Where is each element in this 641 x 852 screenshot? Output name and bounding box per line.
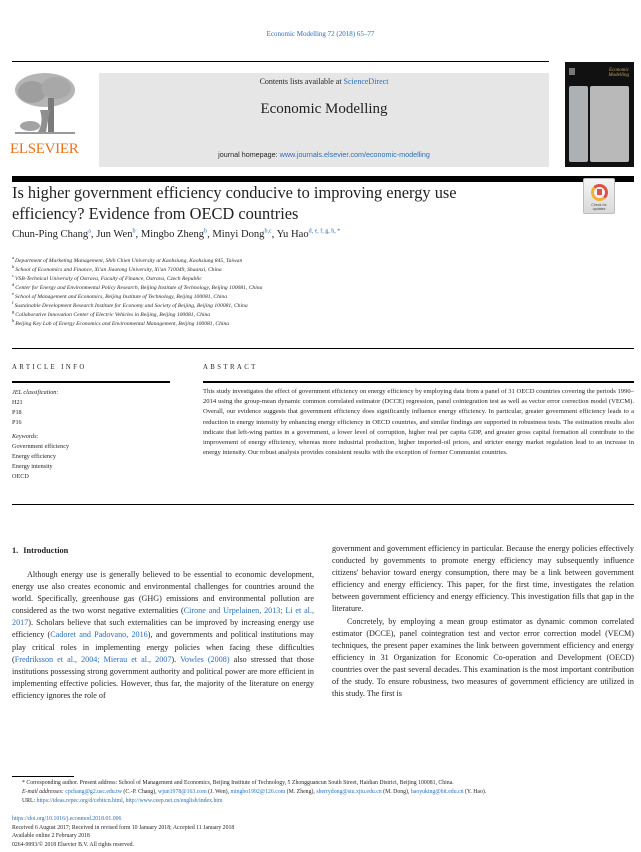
section-title: Introduction xyxy=(23,546,69,555)
affiliation-text: Center for Energy and Environmental Policy Research, Beijing Institute of Technology, Beijing 100081, China xyxy=(15,285,263,291)
author-separator: , xyxy=(271,229,277,240)
author-list xyxy=(12,229,612,240)
email-owner: (J. Wen), xyxy=(206,788,231,795)
cover-title-line1: Economic xyxy=(609,68,629,73)
homepage-link[interactable]: www.journals.elsevier.com/economic-modelling xyxy=(279,150,430,159)
article-info-rule xyxy=(12,381,170,383)
author-separator: , xyxy=(207,229,213,240)
email-owner: (M. Dong), xyxy=(381,788,411,795)
citation-link[interactable]: Vowles (2008) xyxy=(180,654,230,664)
author-name[interactable]: Yu Hao xyxy=(276,229,309,240)
author-name[interactable]: Chun-Ping Chang xyxy=(12,229,89,240)
author-name[interactable]: Minyi Dong xyxy=(212,229,265,240)
jel-code: P16 xyxy=(12,419,22,426)
cover-title-line2: Modelling xyxy=(608,73,629,78)
body-column-left xyxy=(12,569,314,702)
url-link[interactable]: https://ideas.repec.org/d/cebitcn.html xyxy=(36,797,123,804)
email-note xyxy=(12,788,634,797)
affiliation xyxy=(12,257,512,266)
citation-link[interactable]: Cirone and Urpelainen, 2013; Li et al., 2017 xyxy=(12,606,314,628)
url-label: URL: xyxy=(22,797,36,804)
affiliation-key: g xyxy=(12,309,15,315)
affiliation-key: c xyxy=(12,273,14,279)
section-number: 1. xyxy=(12,546,19,555)
affiliation xyxy=(12,275,512,284)
email-link[interactable]: cpchang@g2.usc.edu.tw xyxy=(65,788,122,795)
keyword: OECD xyxy=(12,473,29,480)
homepage-prefix: journal homepage: xyxy=(218,150,280,159)
author-name[interactable]: Mingbo Zheng xyxy=(140,229,205,240)
running-head[interactable]: Economic Modelling 72 (2018) 65–77 xyxy=(266,30,375,38)
affiliation-key: d xyxy=(12,282,15,288)
abstract-text: This study investigates the effect of government efficiency on energy efficiency by employing data from a panel of 31 OECD countries covering the periods 1990–2014 using the group-mean dynamic common correlated estimator (DCCE) regression, panel cointegration test as well as vector error correction model (VECM). Overall, our evidence suggests that government efficiency does significantly influence energy efficiency. In particular, greater government efficiency leads to a reduction in energy intensity by enhancing energy efficiency in OECD countries, and similar findings are supported in robustness tests. The estimation results also indicate that left-wing parties in a government, a lower level of corruption, higher real per capita GDP, and greater gross capital formation all contribute to the improvement of energy efficiency, whereas more industrial production, higher imported-oil prices, and stricter energy market regulation lead to an increase in energy intensity. Our robust analysis provides consistent results with the exception of former Communist countries. xyxy=(203,388,634,457)
intro-paragraph: government and government efficiency in particular. Because the energy policies effectively conducted by governments to promote energy efficiency may subsequently influence citizens' behavior toward energy consumption, there may be a link between government efficiency and energy efficiency. This paper, for the first time, investigates the relation between government efficiency and energy efficiency. This investigation fills that gap in the literature. xyxy=(332,544,634,614)
article-info-heading: ARTICLE INFO xyxy=(12,364,87,371)
affiliation xyxy=(12,302,512,311)
journal-cover[interactable] xyxy=(565,62,634,167)
citation-link[interactable]: Cadoret and Padovano, 2016 xyxy=(50,630,148,640)
affiliation xyxy=(12,311,512,320)
keyword: Energy intensity xyxy=(12,463,53,470)
author-affiliation-marker[interactable]: b,c xyxy=(264,228,272,235)
contents-prefix: Contents lists available at xyxy=(259,77,344,86)
keywords-label: Keywords: xyxy=(12,433,39,440)
author-affiliation-marker[interactable]: d, e, f, g, h, * xyxy=(308,228,341,235)
affiliation xyxy=(12,293,512,302)
header-rule xyxy=(12,61,549,62)
text: Although energy use is generally believed to be essential to economic development, energy use also creates economic and environmental challenges for countries around the world. Specifically, greenhouse gas (GHG) emissions and environmental pollution are considered as the two worst negative externalities ( xyxy=(12,570,314,616)
footnotes xyxy=(12,779,634,805)
homepage-line xyxy=(99,150,549,159)
sciencedirect-link[interactable]: ScienceDirect xyxy=(343,77,389,86)
doi-link[interactable]: https://doi.org/10.1016/j.econmod.2018.01.006 xyxy=(12,816,122,822)
affiliation xyxy=(12,266,512,275)
affiliation-rule xyxy=(12,348,634,349)
author-name[interactable]: Jun Wen xyxy=(96,229,133,240)
affiliation-text: VSB-Technical University of Ostrava, Faculty of Finance, Ostrava, Czech Republic xyxy=(15,276,202,282)
author-separator: , xyxy=(90,229,97,240)
body-column-right xyxy=(332,543,634,700)
journal-banner xyxy=(99,73,549,167)
affiliation-list xyxy=(12,257,512,329)
affiliation-text: Collaborative Innovation Center of Electric Vehicles in Beijing, Beijing 100081, China xyxy=(15,312,211,318)
jel-code: H21 xyxy=(12,399,23,406)
email-owner: (Y. Hao). xyxy=(463,788,487,795)
elsevier-logo[interactable] xyxy=(10,70,82,168)
author-separator: , xyxy=(135,229,141,240)
intro-paragraph xyxy=(12,569,314,702)
keyword: Government efficiency xyxy=(12,443,70,450)
available-online: Available online 2 February 2018 xyxy=(12,833,90,840)
text: ). Scholars believe that such externalities can be improved by increasing energy use efficiency ( xyxy=(12,618,314,640)
affiliation-text: Beijing Key Lab of Energy Economics and Environmental Management, Beijing 100081, China xyxy=(15,321,230,327)
affiliation-text: School of Management and Economics, Beijing Institute of Technology, Beijing 100081, China xyxy=(15,294,228,300)
email-link[interactable]: sherrydong@stu.xjtu.edu.cn xyxy=(316,788,382,795)
received-dates: Received 6 August 2017; Received in revised form 10 January 2018; Accepted 11 January 2018 xyxy=(12,824,235,831)
check-line1: Check for xyxy=(591,203,607,207)
abstract-end-rule xyxy=(12,504,634,505)
affiliation-key: f xyxy=(12,300,14,306)
author-affiliation-marker[interactable]: b xyxy=(204,228,208,235)
check-line2: updates xyxy=(592,207,606,211)
check-updates-label xyxy=(584,203,614,211)
email-link[interactable]: haoyuking@bit.edu.cn xyxy=(410,788,464,795)
introduction-heading xyxy=(12,546,68,555)
url-link[interactable]: http://www.ceep.net.cn/english/index.htm xyxy=(125,797,223,804)
email-link[interactable]: mingbo1992@126.com xyxy=(230,788,286,795)
contents-line xyxy=(99,77,549,86)
citation-link[interactable]: Fredriksson et al., 2004; Mierau et al., 2007 xyxy=(14,654,172,664)
cover-panel-right xyxy=(590,86,629,162)
cover-logo-icon xyxy=(569,68,575,75)
cover-title xyxy=(589,68,629,78)
email-link[interactable]: wjun1978@163.com xyxy=(158,788,207,795)
affiliation xyxy=(12,284,512,293)
abstract-heading: ABSTRACT xyxy=(203,364,258,371)
article-meta xyxy=(12,815,634,850)
journal-name: Economic Modelling xyxy=(260,101,388,117)
author-affiliation-marker[interactable]: a xyxy=(88,228,91,235)
affiliation-key: b xyxy=(12,264,15,270)
intro-paragraph: Concretely, by employing a mean group estimator as dynamic common correlated estimator (DCCE), panel cointegration test and vector error correction model (VECM) techniques, the present paper examines the link between government efficiency and energy efficiency in 31 Organization for Economic Co-operation and Development (OECD) countries over the past several decades. This examination is the most important contribution of the study. To ensure robustness, two measures of government efficiency are utilized in this study. The first is xyxy=(332,616,634,699)
copyright: 0264-9993/© 2018 Elsevier B.V. All rights reserved. xyxy=(12,842,134,849)
affiliation-text: Department of Marketing Management, Shih Chien University at Kaohsiung, Kaohsiung 845, Taiwan xyxy=(15,258,243,264)
cover-panel-left xyxy=(569,86,588,162)
jel-label: JEL classification: xyxy=(12,389,59,396)
check-updates-icon xyxy=(591,184,608,201)
affiliation-key: h xyxy=(12,318,15,324)
jel-code: P18 xyxy=(12,409,22,416)
article-info xyxy=(12,388,192,482)
article-title: Is higher government efficiency conducive to improving energy use efficiency? Evidence from OECD countries xyxy=(12,183,457,223)
url-note xyxy=(12,797,634,806)
affiliation-key: a xyxy=(12,255,14,261)
text: ), and governments and political institutions may play critical roles in implementing energy policies when facing these difficulties ( xyxy=(12,630,314,664)
text: also stressed that those institutions possessing strong government authority and political power are more efficient in implementing effective policies. However, thus far, the majority of the literature on energy efficiency ignores the role of xyxy=(12,654,315,700)
check-for-updates-button[interactable] xyxy=(583,178,615,214)
affiliation xyxy=(12,320,512,329)
keyword: Energy efficiency xyxy=(12,453,56,460)
author-affiliation-marker[interactable]: b xyxy=(132,228,136,235)
elsevier-tree-icon xyxy=(10,70,80,140)
elsevier-wordmark: ELSEVIER xyxy=(10,141,79,157)
corresponding-author-note: * Corresponding author. Present address: School of Management and Economics, Beijing Institute of Technology, 5 Zhongguancun South Street, Haidian District, Beijing 100081, China. xyxy=(22,780,454,786)
text: ). xyxy=(171,654,181,664)
affiliation-key: e xyxy=(12,291,14,297)
footnote-rule xyxy=(12,776,74,777)
affiliation-text: Sustainable Development Research Institute for Economy and Society of Beijing, Beijing 100081, China xyxy=(14,303,248,309)
email-owner: (M. Zheng), xyxy=(285,788,317,795)
affiliation-text: School of Economics and Finance, Xi'an Jiaotong University, Xi'an 710049, Shaanxi, China xyxy=(15,267,222,273)
email-label: E-mail addresses: xyxy=(22,788,64,795)
email-owner: (C.-P. Chang), xyxy=(121,788,159,795)
abstract-rule xyxy=(203,381,634,383)
url-separator: , xyxy=(122,797,126,804)
